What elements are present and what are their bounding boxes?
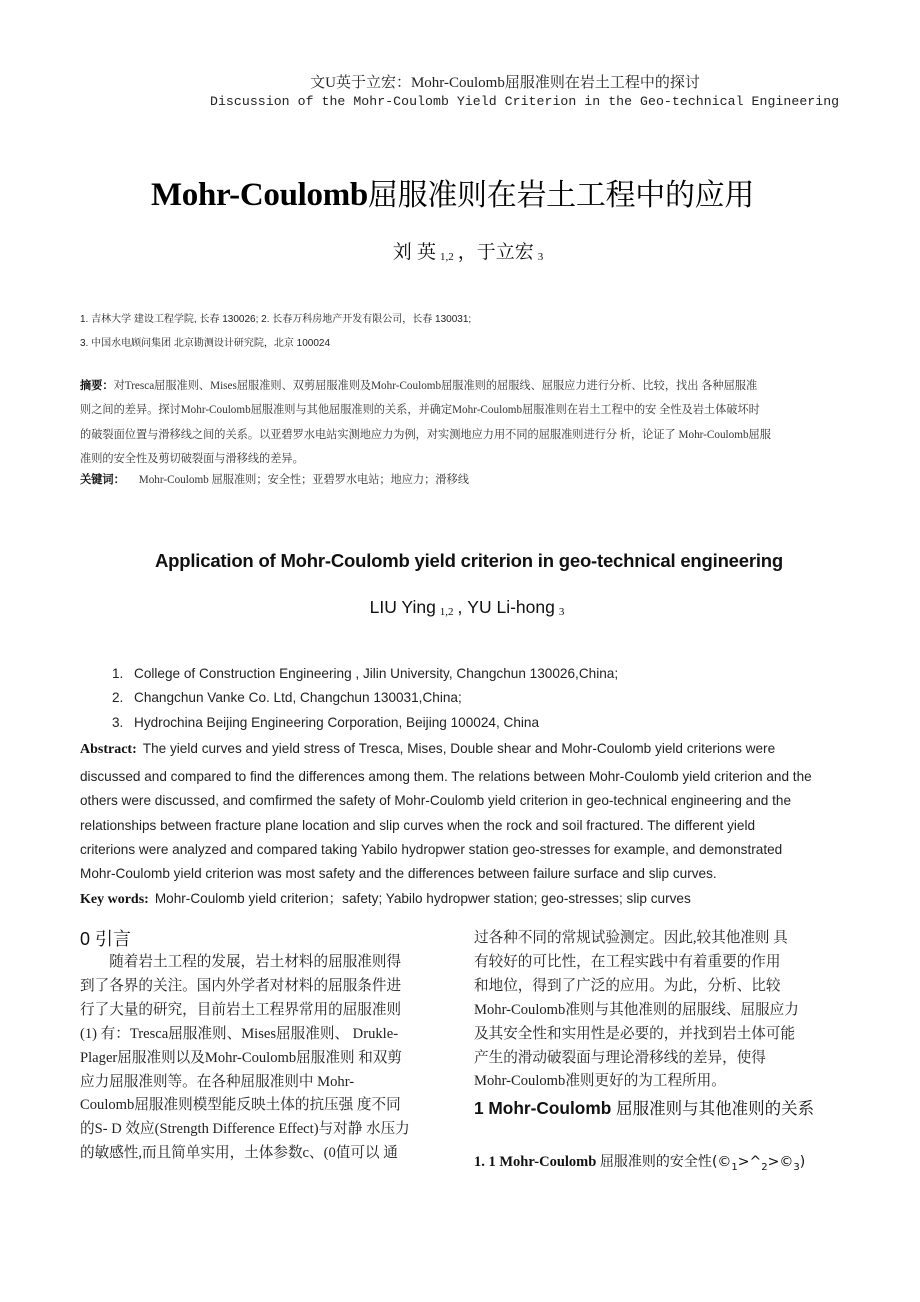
stress-formula: $(©_1>\^{}_2>©_3)$ [711, 1154, 806, 1173]
affiliation-number: 1. [112, 666, 124, 681]
affiliation-text: College of Construction Engineering , Jilin University, Changchun 130026,China; [134, 666, 619, 681]
author-2-affiliation-mark-en: 3 [558, 606, 565, 618]
body-line: 应力屈服准则等。在各种屈服准则中 Mohr- [80, 1073, 355, 1090]
abstract-line: 的破裂面位置与滑移线之间的关系。以亚碧罗水电站实测地应力为例，对实测地应力用不同的屈服准则进行分 析，论证了 Mohr-Coulomb屈服 [80, 428, 771, 441]
body-column-right [474, 927, 840, 1094]
abstract-chinese [80, 374, 860, 471]
affiliation-line: 3. 中国水电顾问集团 北京勘测设计研究院，北京 100024 [80, 338, 331, 349]
affiliation-item [112, 711, 618, 735]
body-line: 的敏感性,而且简单实用，土体参数c、(0值可以 通 [80, 1145, 398, 1162]
section-0-heading: 0 引言 [80, 929, 132, 949]
abstract-line: relationships between fracture plane location and slip curves when the rock and soil fractured. The different yield [80, 817, 756, 833]
body-column-left [80, 951, 446, 1166]
body-line: 产生的滑动破裂面与理论滑移线的差异，使得 [474, 1049, 766, 1066]
body-line: Coulomb屈服准则模型能反映土体的抗压强 度不同 [80, 1097, 401, 1114]
keywords-label-english: Key words: [80, 892, 149, 907]
body-line: 行了大量的研究，目前岩土工程界常用的屈服准则 [80, 1001, 402, 1018]
affiliation-item [112, 662, 618, 686]
abstract-line: discussed and compared to find the differences among them. The relations between Mohr-Coulomb yield criterion and the [80, 769, 812, 785]
authors-english [0, 597, 920, 618]
body-line: (1) 有：Tresca屈服准则、Mises屈服准则、 Drukle- [80, 1025, 399, 1042]
abstract-label-english: Abstract: [80, 742, 137, 757]
affiliations-english [112, 662, 618, 735]
title-chinese-part: 屈服准则在岩土工程中的应用 [367, 178, 755, 213]
abstract-line: The yield curves and yield stress of Tresca, Mises, Double shear and Mohr-Coulomb yield criterions were [142, 741, 776, 756]
abstract-line: 对Tresca屈服准则、Mises屈服准则、双剪屈服准则及Mohr-Coulomb屈服准则的屈服线、屈服应力进行分析、比较，找出 各种屈服准 [113, 380, 758, 392]
section-1-1-heading [474, 1151, 805, 1173]
paper-title-chinese [0, 170, 905, 214]
author-2-affiliation-mark: 3 [537, 251, 544, 263]
affiliation-text: Changchun Vanke Co. Ltd, Changchun 130031,China; [134, 690, 462, 706]
keywords-text: Mohr-Coulomb 屈服准则；安全性；亚碧罗水电站；地应力；滑移线 [138, 474, 469, 486]
keywords-text-en: Mohr-Coulomb yield criterion；safety; Yabilo hydropwer station; geo-stresses; slip curves [154, 891, 691, 906]
body-line: 随着岩土工程的发展，岩土材料的屈服准则得 [109, 954, 402, 970]
body-line: Plager屈服准则以及Mohr-Coulomb屈服准则 和双剪 [80, 1049, 402, 1066]
body-line: 的S- D 效应(Strength Difference Effect)与对静 水压力 [80, 1121, 410, 1138]
author-separator: ， [457, 242, 477, 263]
body-line: Mohr-Coulomb准则更好的为工程所用。 [474, 1073, 726, 1090]
keywords-chinese [80, 471, 469, 487]
running-head-english: Discussion of the Mohr-Coulomb Yield Criterion in the Geo-technical Engineering [210, 94, 840, 109]
paper-title-english: Application of Mohr-Coulomb yield criterion in geo-technical engineering [155, 550, 783, 571]
author-1-name-en: LIU Ying [369, 597, 436, 617]
running-head-chinese: 文U英于立宏：Mohr-Coulomb屈服准则在岩土工程中的探讨 [310, 75, 700, 91]
section-1-heading-chinese: 屈服准则与其他准则的关系 [616, 1099, 815, 1118]
affiliation-number: 2. [112, 690, 124, 706]
body-line: 和地位，得到了广泛的应用。为此，分析、比较 [474, 977, 781, 994]
author-1-affiliation-mark-en: 1,2 [439, 606, 454, 618]
abstract-english [80, 737, 870, 886]
section-1-1-heading-latin: 1. 1 Mohr-Coulomb [474, 1154, 597, 1170]
body-line: 到了各界的关注。国内外学者对材料的屈服条件进 [80, 977, 402, 994]
affiliations-chinese [80, 308, 471, 356]
author-1-affiliation-mark: 1,2 [440, 251, 454, 263]
affiliation-line: 1. 吉林大学 建设工程学院, 长春 130026; 2. 长春万科房地产开发有限公司，长春 130031; [80, 314, 472, 325]
author-1-name: 刘 英 [392, 242, 436, 263]
affiliation-text: Hydrochina Beijing Engineering Corporation, Beijing 100024, China [134, 714, 540, 730]
author-2-name: 于立宏 [476, 242, 534, 263]
author-separator-en: , [457, 597, 463, 617]
keywords-english [80, 887, 691, 908]
abstract-line: 准则的安全性及剪切破裂面与滑移线的差异。 [80, 452, 304, 465]
section-1-1-heading-chinese: 屈服准则的安全性 [599, 1154, 712, 1170]
abstract-line: others were discussed, and comfirmed the safety of Mohr-Coulomb yield criterion in geo-technical engineering and the [80, 793, 792, 809]
section-1-heading-latin: 1 Mohr-Coulomb [474, 1098, 612, 1118]
author-2-name-en: YU Li-hong [467, 597, 555, 617]
section-1-heading [474, 1097, 844, 1120]
body-line: 及其安全性和实用性是必要的，并找到岩土体可能 [474, 1025, 796, 1042]
keywords-label-chinese: 关键词： [80, 473, 125, 486]
body-line: 过各种不同的常规试验测定。因此,较其他准则 具 [474, 930, 788, 946]
abstract-line: 则之间的差异。探讨Mohr-Coulomb屈服准则与其他屈服准则的关系，并确定Mohr-Coulomb屈服准则在岩土工程中的安 全性及岩土体破坏时 [80, 404, 760, 417]
affiliation-item [112, 686, 618, 710]
affiliation-number: 3. [112, 714, 124, 730]
abstract-line: Mohr-Coulomb yield criterion was most safety and the differences between failure surface and slip curves. [80, 866, 717, 882]
body-line: 有较好的可比性，在工程实践中有着重要的作用 [474, 953, 781, 970]
abstract-label-chinese: 摘要： [80, 379, 114, 392]
abstract-line: criterions were analyzed and compared taking Yabilo hydropwer station geo-stresses for example, and demonstrated [80, 841, 783, 857]
title-latin-part: Mohr-Coulomb [150, 177, 368, 213]
authors-chinese [0, 237, 920, 264]
body-line: Mohr-Coulomb准则与其他准则的屈服线、屈服应力 [474, 1001, 799, 1018]
